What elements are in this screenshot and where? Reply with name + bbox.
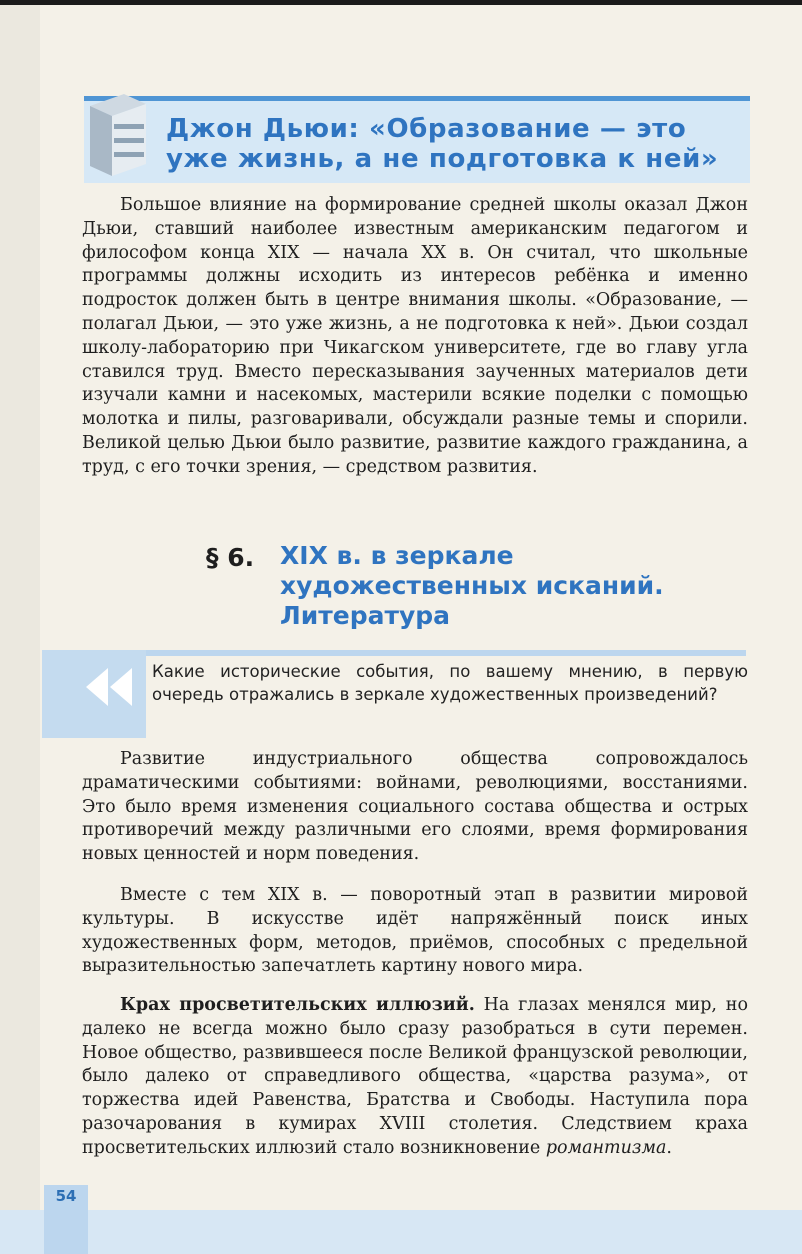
header-title <box>166 114 756 174</box>
bottom-band <box>0 1210 802 1254</box>
top-edge <box>0 0 802 5</box>
page-number: 54 <box>55 1187 77 1205</box>
left-margin-strip <box>0 5 40 1254</box>
paragraph-turning-point: Вместе с тем XIX в. — поворотный этап в развитии мировой культуры. В искусстве идёт напряжённый поиск иных художественных форм, методов, приёмов, способных с предельной выразительностью запечатлеть картину нового мира. <box>82 885 748 977</box>
page-number-box <box>44 1185 88 1254</box>
rewind-arrows-icon <box>84 664 134 710</box>
section-title-line2: художественных исканий. <box>280 571 664 600</box>
book-stack-icon <box>84 88 150 182</box>
question-text: Какие исторические события, по вашему мнению, в первую очередь отражались в зеркале художественных произведений? <box>152 662 748 704</box>
paragraph-end: . <box>666 1137 672 1158</box>
section-number: § 6. <box>206 543 255 572</box>
paragraph-enlightenment-collapse <box>82 994 748 1161</box>
paragraph-body: На глазах менялся мир, но далеко не всегда можно было сразу разобраться в сути перемен. Новое общество, развившееся после Великой французской революции, было далеко от справедливого общества, «царства разума», от торжества идей Равенства, Братства и Свободы. Наступила пора разочарования в кумирах XVIII столетия. Следствием краха просветительских иллюзий стало возникновение <box>82 995 749 1158</box>
paragraph-term: романтизма <box>545 1137 667 1158</box>
header-title-line1: Джон Дьюи: «Образование — это <box>166 114 687 144</box>
section-title-line3: Литература <box>280 601 451 630</box>
paragraph-industrial-society: Развитие индустриального общества сопровождалось драматическими событиями: войнами, революциями, восстаниями. Это было время изменения социального состава общества и острых противоречий между различными его слоями, время формирования новых ценностей и норм поведения. <box>82 749 748 865</box>
paragraph-lead: Крах просветительских иллюзий. <box>120 995 475 1015</box>
section-title <box>280 541 750 631</box>
question-top-bar <box>42 650 746 656</box>
paragraph-dewey: Большое влияние на формирование средней школы оказал Джон Дьюи, ставший наиболее известным американским педагогом и философом конца XIX — начала XX в. Он считал, что школьные программы должны исходить из интересов ребёнка и именно подросток должен быть в центре внимания школы. «Образование, — полагал Дьюи, — это уже жизнь, а не подготовка к ней». Дьюи создал школу-лабораторию при Чикагском университете, где во главу угла ставился труд. Вместо пересказывания заученных материалов дети изучали камни и насекомых, мастерили всякие поделки с помощью молотка и пилы, разговаривали, обсуждали разные темы и спорили. Великой целью Дьюи было развитие, развитие каждого гражданина, а труд, с его точки зрения, — средством развития. <box>82 195 748 477</box>
header-title-line2: уже жизнь, а не подготовка к ней» <box>166 144 719 174</box>
section-title-line1: XIX в. в зеркале <box>280 541 514 570</box>
